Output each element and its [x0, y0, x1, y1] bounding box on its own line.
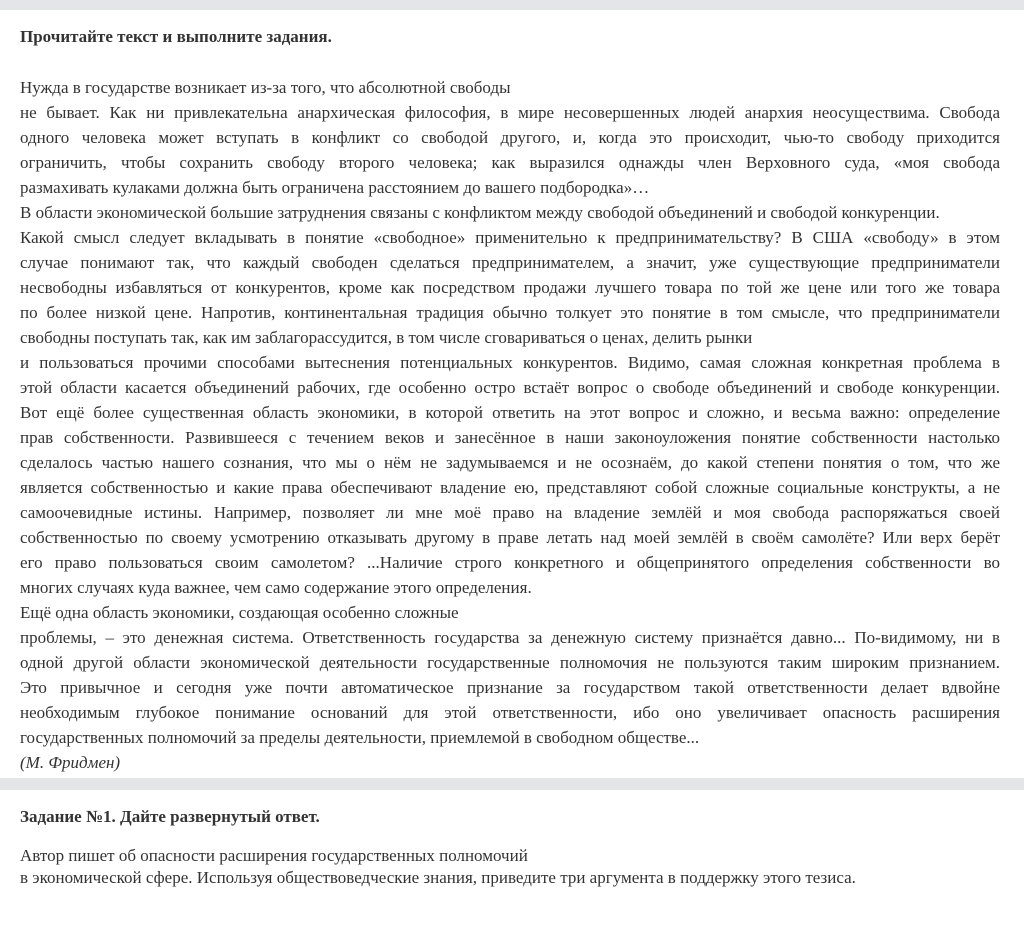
task-panel [0, 790, 1024, 941]
text-line: государственных полномочий за пределы деятельности, приемлемой в свободном обществе... [20, 728, 700, 747]
text-line: необходимым глубокое понимание оснований для этой ответственности, ибо оно увеличивает опасность расширения [20, 703, 1000, 722]
text-line: несвободны избавляться от конкурентов, кроме как посредством продажи лучшего товара по той же цене или того же товара [20, 278, 1000, 297]
text-line: самоочевидные истины. Например, позволяет ли мне моё право на владение землёй и моя свобода распоряжаться своей [20, 503, 1000, 522]
text-line: одного человека может вступать в конфликт со свободой другого, и, когда это происходит, чью-то свободу приходится [20, 128, 1000, 147]
text-line: прав собственности. Развившееся с течением веков и занесённое в наши законоуложения понятие собственности настолько [20, 428, 1000, 447]
text-line: Ещё одна область экономики, создающая особенно сложные [20, 603, 459, 622]
text-line: Это привычное и сегодня уже почти автоматическое признание за государством такой ответственности делает вдвойне [20, 678, 1000, 697]
text-line: является собственностью и какие права обеспечивают владение ею, представляют собой сложные социальные конструкты, а не [20, 478, 1000, 497]
text-line: одной другой области экономической деятельности государственные полномочия не пользуются таким широким признанием. [20, 653, 1000, 672]
text-line: и пользоваться прочими способами вытеснения потенциальных конкурентов. Видимо, самая сложная конкретная проблема в [20, 353, 1000, 372]
task-question-line: в экономической сфере. Используя обществоведческие знания, приведите три аргумента в поддержку этого тезиса. [20, 868, 856, 887]
text-line: сделалось частью нашего сознания, что мы о нём не задумываемся и не осознаём, до какой степени понятия о том, что же [20, 453, 1000, 472]
task-title: Задание №1. Дайте развернутый ответ. [20, 807, 320, 826]
reading-panel [0, 10, 1024, 778]
text-line: его право пользоваться своим самолетом? ...Наличие строго конкретного и общепринятого определения собственности во [20, 553, 1000, 572]
text-line: многих случаях куда важнее, чем само содержание этого определения. [20, 578, 532, 597]
instruction-heading: Прочитайте текст и выполните задания. [20, 27, 332, 46]
text-line: размахивать кулаками должна быть ограничена расстоянием до вашего подбородка»… [20, 178, 650, 197]
reading-text [20, 75, 1000, 775]
text-line: ограничить, чтобы сохранить свободу второго человека; как выразился однажды член Верховного суда, «моя свобода [20, 153, 1000, 172]
text-line: Нужда в государстве возникает из-за того, что абсолютной свободы [20, 78, 511, 97]
text-line: свободны поступать так, как им заблагорассудится, в том числе сговариваться о ценах, делить рынки [20, 328, 753, 347]
task-question [20, 845, 856, 889]
text-line: собственностью по своему усмотрению отказывать другому в праве летать над моей землёй в своём самолёте? Или верх берёт [20, 528, 1000, 547]
text-line: этой области касается объединений рабочих, где особенно остро встаёт вопрос о свободе объединений и свободе конкуренции. [20, 378, 1000, 397]
section-divider [0, 778, 1024, 790]
text-line: Вот ещё более существенная область экономики, в которой ответить на этот вопрос и сложно, и весьма важно: определение [20, 403, 1000, 422]
text-line: не бывает. Как ни привлекательна анархическая философия, в мире несовершенных людей анархия неосуществима. Свобода [20, 103, 1000, 122]
task-question-line: Автор пишет об опасности расширения государственных полномочий [20, 846, 528, 865]
text-line: Какой смысл следует вкладывать в понятие «свободное» применительно к предпринимательству? В США «свободу» в этом [20, 228, 1000, 247]
author-attribution: (М. Фридмен) [20, 753, 121, 772]
text-line: случае понимают так, что каждый свободен сделаться предпринимателем, а значит, уже существующие предприниматели [20, 253, 1000, 272]
top-band [0, 0, 1024, 10]
text-line: В области экономической большие затруднения связаны с конфликтом между свободой объединений и свободой конкуренции. [20, 203, 940, 222]
text-line: по более низкой цене. Напротив, континентальная традиция обычно толкует это понятие в том смысле, что предприниматели [20, 303, 1000, 322]
text-line: проблемы, – это денежная система. Ответственность государства за денежную систему признаётся давно... По-видимому, ни в [20, 628, 1000, 647]
